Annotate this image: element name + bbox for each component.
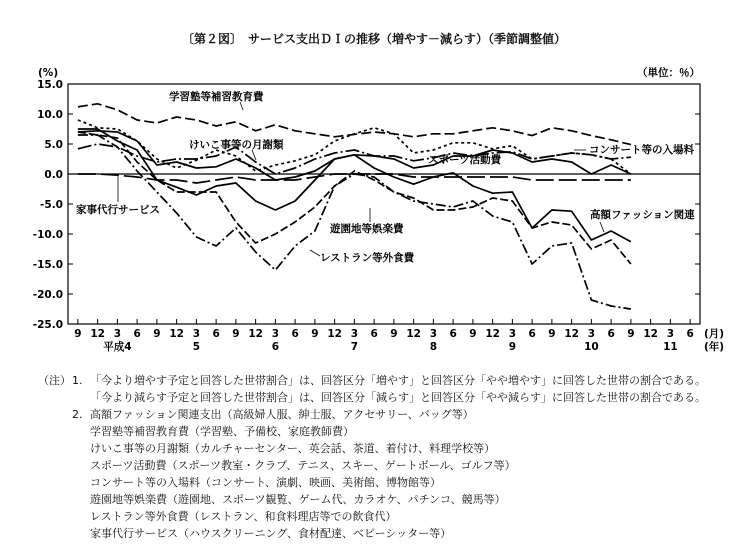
x-tick-label: 3: [429, 328, 438, 340]
y-tick-label: -10.0: [32, 229, 63, 241]
x-tick-label: 12: [169, 328, 184, 340]
x-tick-label: 6: [291, 328, 299, 340]
series-label-s6: レストラン等外食費: [320, 252, 415, 264]
x-year-label: 5: [192, 341, 201, 353]
y-tick-label: 15.0: [37, 79, 63, 91]
x-year-label: 11: [663, 341, 678, 353]
x-tick-label: 12: [90, 328, 105, 340]
x-tick-label: 12: [643, 328, 658, 340]
series-label-s3: スポーツ活動費: [428, 154, 502, 166]
x-tick-label: 3: [192, 328, 201, 340]
x-tick-label: 12: [248, 328, 263, 340]
note-2-category-4: コンサート等の入場料（コンサート、演劇、映画、美術館、博物館等）: [90, 476, 442, 489]
note-2-category-2: けいこ事等の月謝類（カルチャーセンター、英会話、茶道、着付け、料理学校等）: [90, 442, 496, 455]
x-unit-year: (年): [704, 341, 725, 353]
x-tick-label: 3: [587, 328, 596, 340]
series-line-s1: [78, 120, 631, 174]
note-2-number: 2.: [72, 408, 83, 421]
x-unit-month: (月): [704, 328, 725, 340]
chart-title: 〔第２図〕 サービス支出ＤＩの推移（増やす－減らす）（季節調整値）: [181, 32, 566, 46]
y-tick-label: -20.0: [32, 289, 63, 301]
x-tick-label: 9: [627, 328, 635, 340]
x-year-label: 10: [584, 341, 599, 353]
x-tick-label: 6: [686, 328, 694, 340]
x-tick-label: 12: [564, 328, 579, 340]
note-2-category-5: 遊園地等娯楽費（遊園地、スポーツ観覧、ゲーム代、カラオケ、パチンコ、競馬等）: [90, 493, 506, 506]
y-tick-label: -5.0: [40, 199, 63, 211]
note-2-category-7: 家事代行サービス（ハウスクリーニング、食材配達、ベビーシッター等）: [90, 527, 452, 540]
series-label-s0: 学習塾等補習教育費: [169, 91, 264, 103]
series-label-s4: 高額ファッション関連: [590, 209, 695, 221]
y-tick-label: -15.0: [32, 259, 63, 271]
x-tick-label: 9: [232, 328, 240, 340]
note-1-row-2: [38, 389, 738, 406]
x-year-label: 7: [350, 341, 359, 353]
note-2-category-0: 高額ファッション関連支出（高級婦人服、紳士服、アクセサリー、バッグ等）: [90, 408, 474, 421]
note-1-row-1: [38, 372, 738, 389]
series-label-s7: 家事代行サービス: [76, 204, 160, 216]
series-line-s5: [78, 132, 631, 264]
note-1-line-1: 「今より増やす予定と回答した世帯割合」は、回答区分「増やす」と回答区分「やや増やす」に回答した世帯の割合である。: [90, 374, 706, 387]
series-label-s5: 遊園地等娯楽費: [330, 223, 404, 235]
y-tick-label: 0.0: [44, 169, 63, 181]
unit-label: （単位：％）: [637, 67, 700, 79]
x-tick-label: 3: [271, 328, 280, 340]
x-tick-label: 9: [311, 328, 319, 340]
series-label-s1: けいこ事等の月謝類: [189, 139, 284, 151]
x-year-label: 9: [508, 341, 517, 353]
series-lines: [78, 104, 631, 309]
y-tick-label: -25.0: [32, 319, 63, 331]
note-2-row: [38, 406, 738, 423]
note-2-category-1: 学習塾等補習教育費（学習塾、予備校、家庭教師費）: [90, 425, 354, 438]
y-unit-label: (%): [38, 67, 59, 79]
x-tick-label: 3: [508, 328, 517, 340]
series-line-s6: [78, 135, 631, 309]
note-2-category-6: レストラン等外食費（レストラン、和食料理店等での飲食代）: [90, 510, 397, 523]
series-line-s0: [78, 104, 631, 145]
x-tick-label: 12: [485, 328, 500, 340]
x-tick-label: 9: [390, 328, 398, 340]
x-tick-label: 3: [666, 328, 675, 340]
x-tick-label: 3: [350, 328, 359, 340]
x-tick-label: 9: [153, 328, 161, 340]
notes-heading: （注）: [38, 374, 71, 387]
x-tick-label: 6: [528, 328, 536, 340]
chart-axes: [68, 84, 700, 324]
x-tick-label: 6: [133, 328, 141, 340]
x-tick-label: 6: [212, 328, 220, 340]
note-1-number: 1.: [72, 374, 83, 387]
series-labels: [76, 90, 695, 264]
x-tick-label: 9: [74, 328, 82, 340]
x-year-label: 8: [429, 341, 438, 353]
series-label-s2: コンサート等の入場料: [589, 144, 694, 156]
notes-section: [38, 372, 738, 542]
leader-s6: [310, 250, 320, 256]
leader-s4: [600, 222, 604, 232]
x-year-label: 平成4: [103, 341, 132, 353]
x-tick-label: 12: [327, 328, 342, 340]
note-1-line-2: 「今より減らす予定と回答した世帯割合」は、回答区分「減らす」と回答区分「やや減らす」に回答した世帯の割合である。: [90, 391, 706, 404]
x-tick-label: 3: [113, 328, 122, 340]
x-tick-label: 6: [607, 328, 615, 340]
leader-s0: [240, 102, 243, 110]
leader-s1: [252, 150, 256, 160]
x-year-label: 6: [271, 341, 280, 353]
x-tick-label: 9: [469, 328, 477, 340]
plot-frame: [68, 84, 700, 324]
x-tick-label: 6: [370, 328, 378, 340]
note-2-category-3: スポーツ活動費（スポーツ教室・クラブ、テニス、スキー、ゲートボール、ゴルフ等）: [90, 459, 516, 472]
x-tick-label: 12: [406, 328, 421, 340]
y-tick-label: 10.0: [37, 109, 63, 121]
x-tick-label: 6: [449, 328, 457, 340]
x-tick-label: 9: [548, 328, 556, 340]
y-tick-label: 5.0: [44, 139, 63, 151]
